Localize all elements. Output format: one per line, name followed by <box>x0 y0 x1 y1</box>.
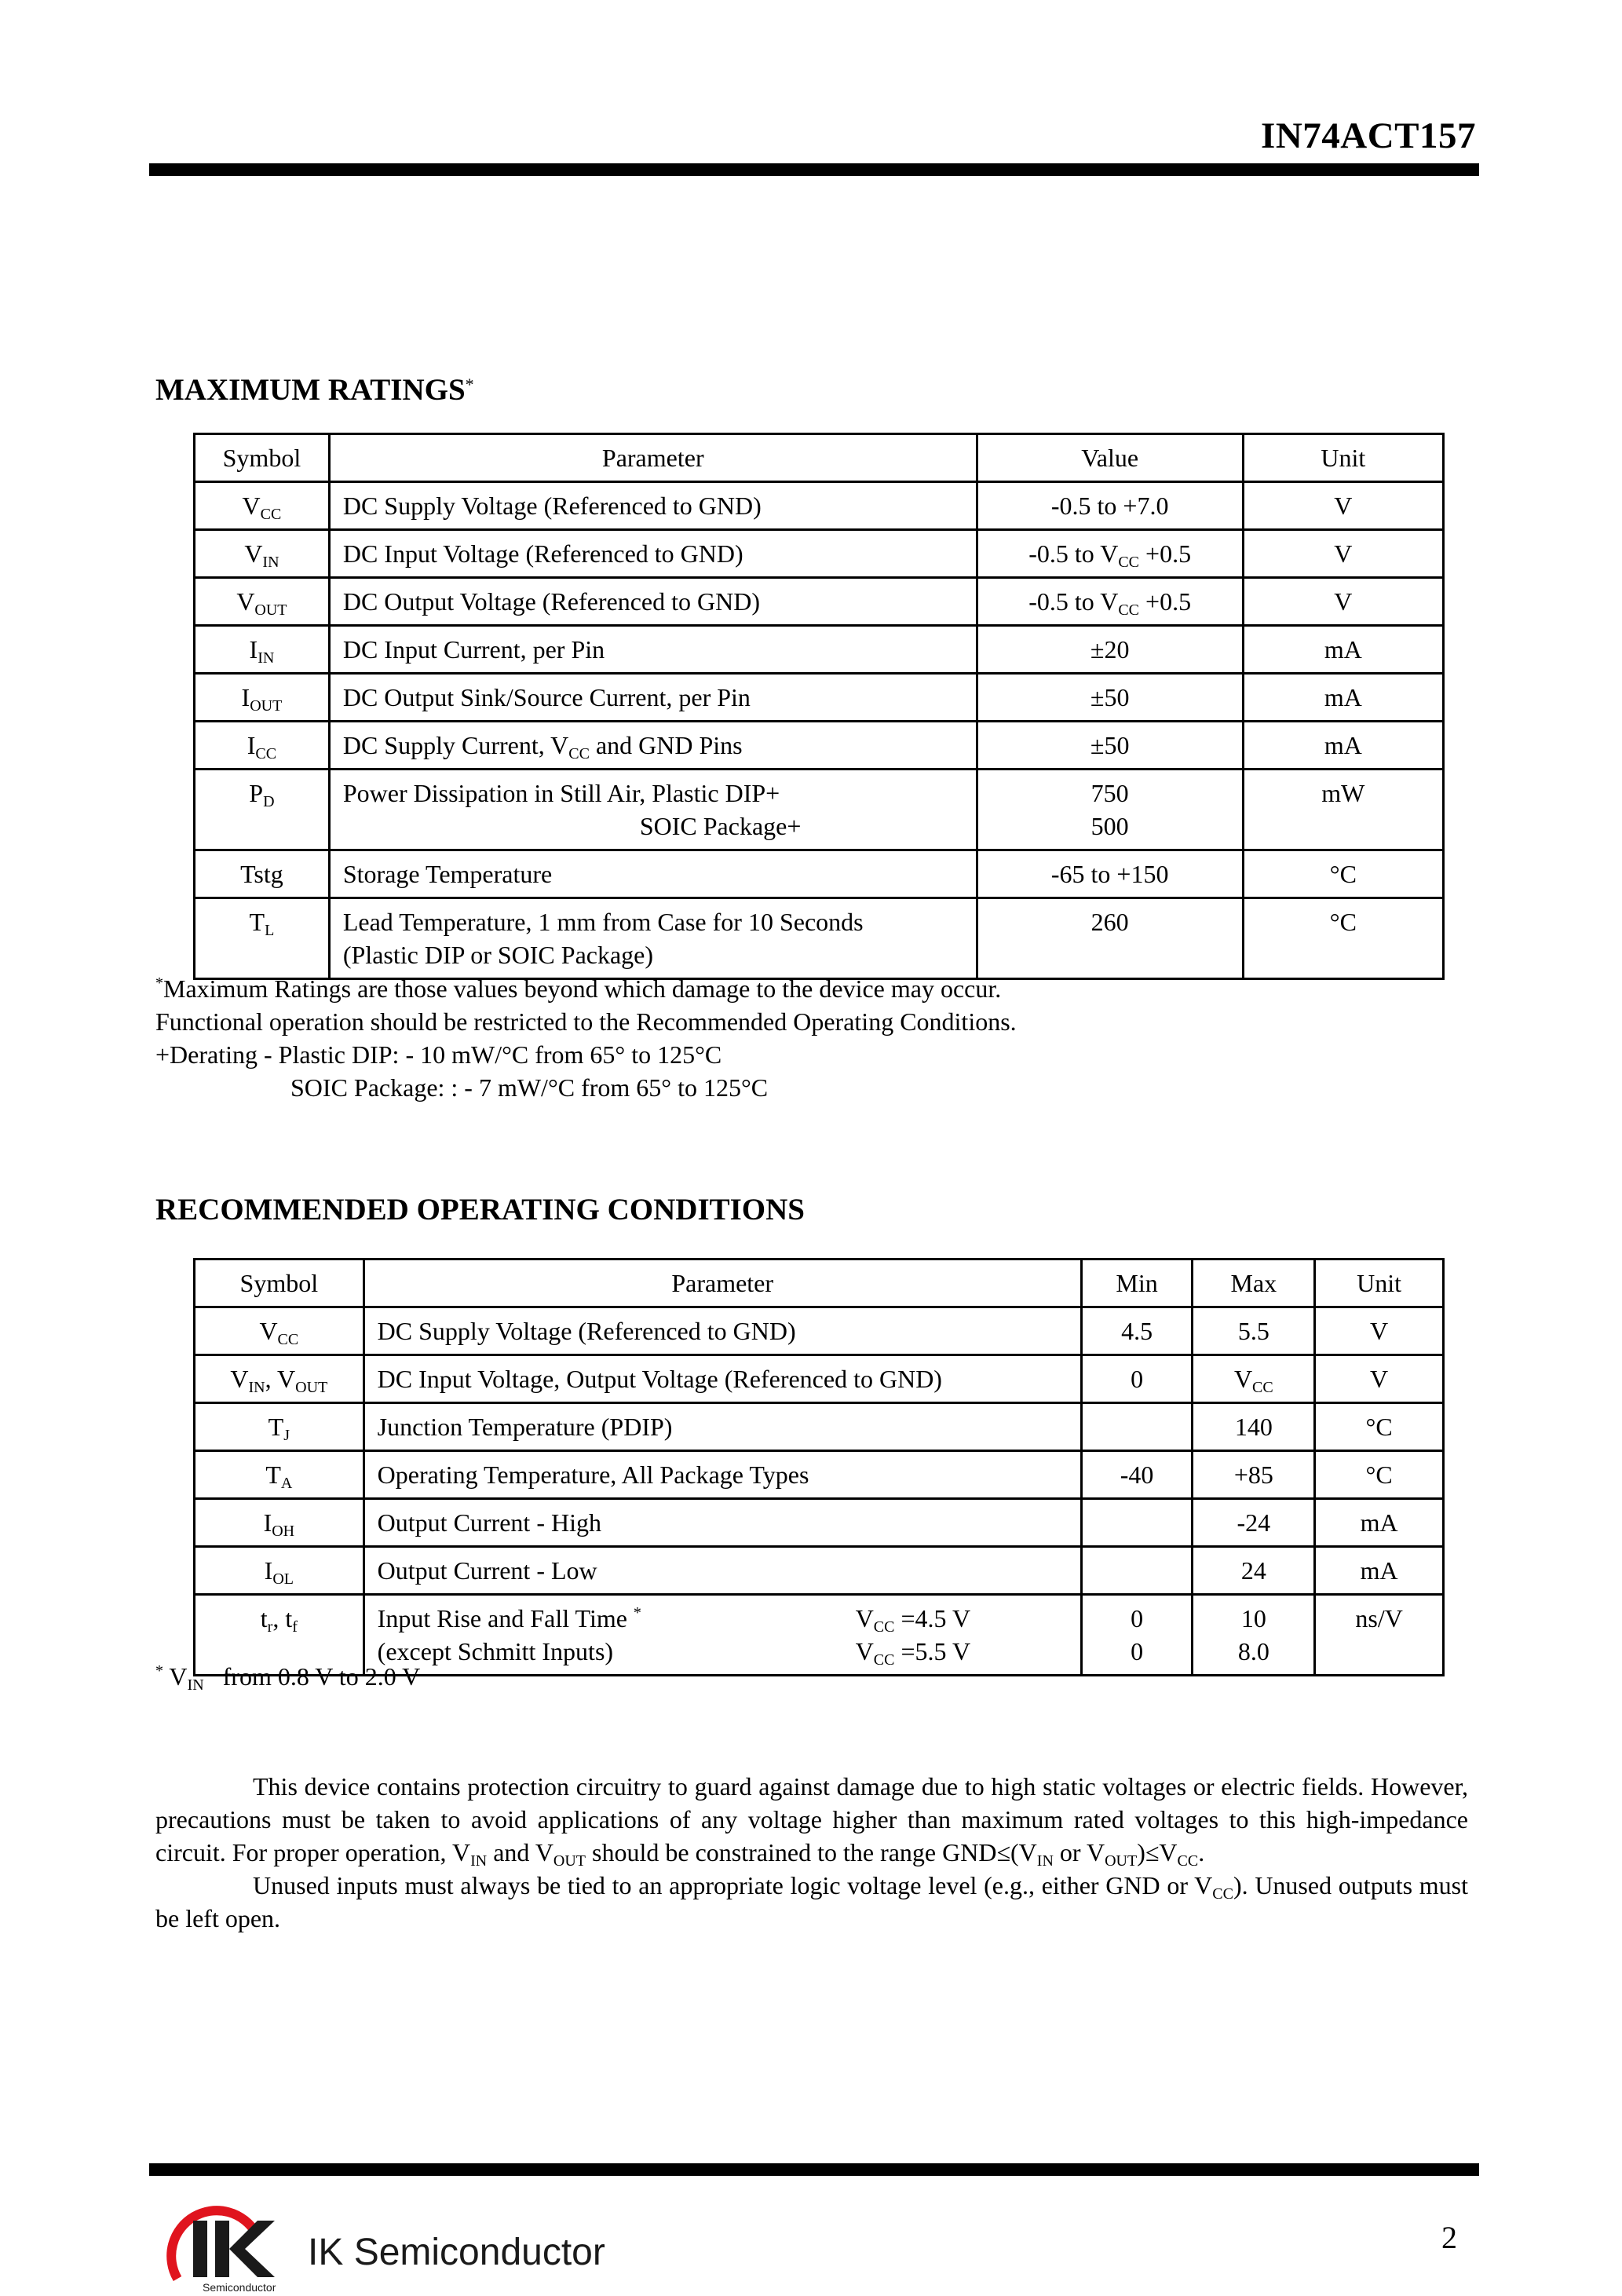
table-header-row <box>195 434 1444 482</box>
min-cell <box>1081 1547 1193 1595</box>
table-row <box>195 770 1444 850</box>
min-cell <box>1081 1403 1193 1451</box>
parameter-cell: DC Input Voltage, Output Voltage (Referenced to GND) <box>363 1355 1081 1403</box>
parameter-cell: Output Current - Low <box>363 1547 1081 1595</box>
max-cell: $V_{CC}$ <box>1193 1355 1315 1403</box>
symbol-cell: $I_{OL}$ <box>195 1547 364 1595</box>
parameter-cell: DC Output Voltage (Referenced to GND) <box>329 578 977 626</box>
min-cell: 0 0 <box>1081 1595 1193 1676</box>
logo-letter-i <box>193 2221 207 2277</box>
min-cell: 0 <box>1081 1355 1193 1403</box>
parameter-cell: DC Output Sink/Source Current, per Pin <box>329 674 977 722</box>
unit-cell: °C <box>1243 850 1443 898</box>
max-cell: +85 <box>1193 1451 1315 1499</box>
table-row <box>195 1355 1444 1403</box>
unit-cell: V <box>1315 1307 1444 1355</box>
note-line: Functional operation should be restricted to the Recommended Operating Conditions. <box>155 1007 1017 1036</box>
rec-conditions-heading: RECOMMENDED OPERATING CONDITIONS <box>155 1193 805 1227</box>
unit-cell: °C <box>1315 1403 1444 1451</box>
max-cell: 24 <box>1193 1547 1315 1595</box>
value-cell: -0.5 to $V_{CC} +0.5$ <box>977 530 1243 578</box>
column-header-parameter: Parameter <box>363 1260 1081 1307</box>
rec-conditions-note: * $V_{IN}$ from 0.8 V to 2.0 V <box>155 1662 421 1694</box>
unit-cell: mW <box>1243 770 1443 850</box>
ik-semiconductor-logo <box>163 2186 619 2296</box>
table-row <box>195 1547 1444 1595</box>
table-row <box>195 1451 1444 1499</box>
symbol-cell: $V_{CC}$ <box>195 1307 364 1355</box>
column-header-unit: Unit <box>1315 1260 1444 1307</box>
max-ratings-table <box>193 433 1445 980</box>
paragraph: This device contains protection circuitry to guard against damage due to high static voltages or electric fields. However, precautions must be taken to avoid applications of any voltage higher than maximum rated voltages to this high-impedance circuit. For proper operation, $V_{IN}$ and $V_{OUT}$ should be constrained to the range $GND\le(V_{IN}$ or $V_{OUT})\le V_{CC}$. <box>155 1772 1468 1870</box>
column-header-parameter: Parameter <box>329 434 977 482</box>
note-line: *Maximum Ratings are those values beyond which damage to the device may occur. <box>155 974 1002 1003</box>
value-cell: 750 500 <box>977 770 1243 850</box>
paragraph: Unused inputs must always be tied to an appropriate logic voltage level (e.g., either GND or $V_{CC}$). Unused outputs must be left open. <box>155 1871 1469 1932</box>
symbol-cell: $I_{OH}$ <box>195 1499 364 1547</box>
min-cell <box>1081 1499 1193 1547</box>
note-line: SOIC Package: : - 7 mW/°C from 65° to 125°C <box>290 1073 769 1102</box>
logo-subtext: Semiconductor <box>203 2281 276 2294</box>
unit-cell: V <box>1243 530 1443 578</box>
table-row <box>195 1499 1444 1547</box>
symbol-cell: $T_J$ <box>195 1403 364 1451</box>
table-row <box>195 1307 1444 1355</box>
unit-cell: °C <box>1243 898 1443 979</box>
table-row <box>195 850 1444 898</box>
protection-paragraphs <box>155 1770 1468 1935</box>
table-row <box>195 626 1444 674</box>
unit-cell: ns/V <box>1315 1595 1444 1676</box>
parameter-cell: DC Supply Current, $V_{CC}$ and GND Pins <box>329 722 977 770</box>
symbol-cell: $V_{IN}$ <box>195 530 330 578</box>
column-header-value: Value <box>977 434 1243 482</box>
table-row <box>195 722 1444 770</box>
max-cell: -24 <box>1193 1499 1315 1547</box>
symbol-cell: Tstg <box>195 850 330 898</box>
parameter-cell: Output Current - High <box>363 1499 1081 1547</box>
parameter-cell: Junction Temperature (PDIP) <box>363 1403 1081 1451</box>
parameter-cell: DC Supply Voltage (Referenced to GND) <box>329 482 977 530</box>
table-row <box>195 530 1444 578</box>
parameter-cell: Input Rise and Fall Time * $V_{CC} =4.5$ V (except Schmitt Inputs) $V_{CC} =5.5$ V <box>363 1595 1081 1676</box>
unit-cell: V <box>1243 578 1443 626</box>
header-rule <box>149 163 1479 176</box>
symbol-cell: $V_{CC}$ <box>195 482 330 530</box>
unit-cell: V <box>1315 1355 1444 1403</box>
table-row <box>195 578 1444 626</box>
symbol-cell: $t_r$, $t_f$ <box>195 1595 364 1676</box>
column-header-symbol: Symbol <box>195 1260 364 1307</box>
table-row <box>195 1403 1444 1451</box>
unit-cell: mA <box>1315 1547 1444 1595</box>
value-cell: ±20 <box>977 626 1243 674</box>
parameter-cell: Lead Temperature, 1 mm from Case for 10 Seconds (Plastic DIP or SOIC Package) <box>329 898 977 979</box>
parameter-cell: Operating Temperature, All Package Types <box>363 1451 1081 1499</box>
max-cell: 5.5 <box>1193 1307 1315 1355</box>
parameter-cell: Power Dissipation in Still Air, Plastic DIP+ SOIC Package+ <box>329 770 977 850</box>
max-ratings-notes <box>155 972 1017 1104</box>
document-title: IN74ACT157 <box>1261 115 1476 156</box>
value-cell: -65 to +150 <box>977 850 1243 898</box>
unit-cell: mA <box>1243 722 1443 770</box>
min-cell: 4.5 <box>1081 1307 1193 1355</box>
symbol-cell: $T_L$ <box>195 898 330 979</box>
value-cell: 260 <box>977 898 1243 979</box>
value-cell: -0.5 to +7.0 <box>977 482 1243 530</box>
unit-cell: mA <box>1315 1499 1444 1547</box>
symbol-cell: $I_{OUT}$ <box>195 674 330 722</box>
parameter-cell: DC Input Voltage (Referenced to GND) <box>329 530 977 578</box>
unit-cell: V <box>1243 482 1443 530</box>
max-cell: 140 <box>1193 1403 1315 1451</box>
table-row <box>195 674 1444 722</box>
footer-rule <box>149 2163 1479 2176</box>
value-cell: ±50 <box>977 674 1243 722</box>
symbol-cell: $I_{IN}$ <box>195 626 330 674</box>
parameter-cell: DC Input Current, per Pin <box>329 626 977 674</box>
unit-cell: mA <box>1243 674 1443 722</box>
logo-letter-k-arms <box>229 2221 275 2277</box>
symbol-cell: $I_{CC}$ <box>195 722 330 770</box>
parameter-cell: Storage Temperature <box>329 850 977 898</box>
column-header-symbol: Symbol <box>195 434 330 482</box>
column-header-max: Max <box>1193 1260 1315 1307</box>
symbol-cell: $V_{IN}$, $V_{OUT}$ <box>195 1355 364 1403</box>
table-header-row <box>195 1260 1444 1307</box>
table-row <box>195 482 1444 530</box>
note-line: +Derating - Plastic DIP: - 10 mW/°C from 65° to 125°C <box>155 1040 722 1069</box>
rec-conditions-table <box>193 1258 1445 1676</box>
footnote-mark: * <box>465 375 474 394</box>
logo-wordmark: IK Semiconductor <box>308 2232 605 2273</box>
parameter-cell: DC Supply Voltage (Referenced to GND) <box>363 1307 1081 1355</box>
value-cell: ±50 <box>977 722 1243 770</box>
symbol-cell: $V_{OUT}$ <box>195 578 330 626</box>
symbol-cell: $P_D$ <box>195 770 330 850</box>
value-cell: -0.5 to $V_{CC} +0.5$ <box>977 578 1243 626</box>
unit-cell: °C <box>1315 1451 1444 1499</box>
max-ratings-title: MAXIMUM RATINGS <box>155 373 466 407</box>
unit-cell: mA <box>1243 626 1443 674</box>
min-cell: -40 <box>1081 1451 1193 1499</box>
table-row <box>195 898 1444 979</box>
column-header-min: Min <box>1081 1260 1193 1307</box>
max-cell: 10 8.0 <box>1193 1595 1315 1676</box>
max-ratings-heading <box>155 372 474 408</box>
symbol-cell: $T_A$ <box>195 1451 364 1499</box>
logo-letter-k-stem <box>215 2221 229 2277</box>
column-header-unit: Unit <box>1243 434 1443 482</box>
page-number: 2 <box>1441 2220 1457 2255</box>
